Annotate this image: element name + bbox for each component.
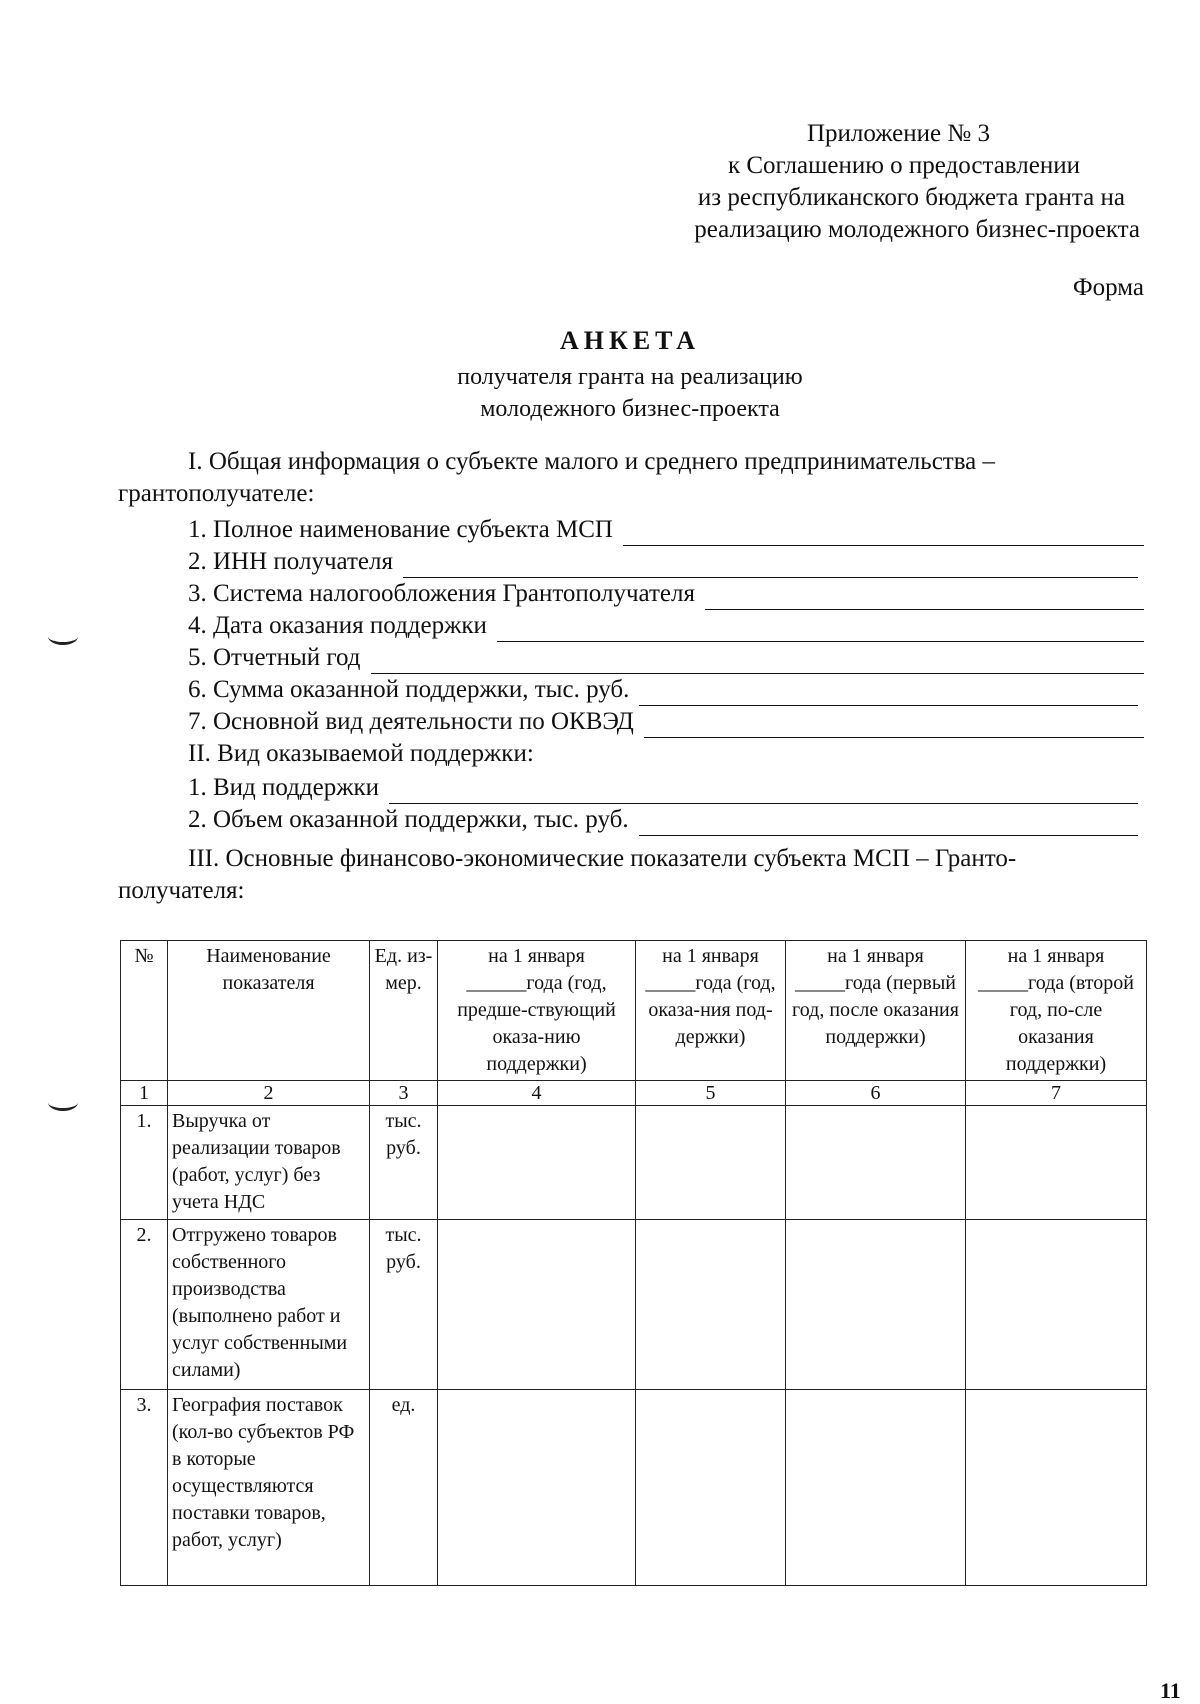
- section1-heading-line: I. Общая информация о субъекте малого и среднего предпринимательства –: [188, 448, 996, 475]
- section3-heading: [118, 843, 1144, 907]
- field-support-volume: [188, 804, 1138, 836]
- subtitle-line: молодежного бизнес-проекта: [480, 396, 780, 422]
- row-number: 2.: [121, 1220, 168, 1390]
- field-tax-system: [188, 578, 1144, 610]
- appendix-line: к Соглашению о предоставлении: [727, 152, 1080, 179]
- indicator-unit: ед.: [370, 1390, 438, 1586]
- value-cell[interactable]: [438, 1106, 636, 1220]
- row-number: 1.: [121, 1106, 168, 1220]
- punch-mark: [48, 628, 78, 645]
- value-cell[interactable]: [786, 1390, 966, 1586]
- value-cell[interactable]: [438, 1220, 636, 1390]
- field-support-type: [188, 772, 1138, 804]
- value-cell[interactable]: [786, 1106, 966, 1220]
- form-label: Форма: [1072, 274, 1144, 301]
- field-inn: [188, 546, 1138, 578]
- column-number: 6: [786, 1081, 966, 1106]
- field-label: 5. Отчетный год: [188, 644, 361, 671]
- table-header-cell: на 1 января _____года (первый год, после оказания поддержки): [786, 941, 966, 1081]
- indicator-unit: тыс. руб.: [370, 1220, 438, 1390]
- fill-in-line[interactable]: [389, 779, 1138, 804]
- table-header-row: [121, 941, 1147, 1081]
- indicator-name: Отгружено товаров собственного производства (выполнено работ и услуг собственными силами): [168, 1220, 370, 1390]
- table-header-cell: Ед. из-мер.: [370, 941, 438, 1081]
- fill-in-line[interactable]: [371, 649, 1144, 674]
- section1-heading: [118, 446, 1144, 510]
- indicator-name: География поставок (кол-во субъектов РФ в которые осуществляются поставки товаров, работ, услуг): [168, 1390, 370, 1586]
- column-number: 7: [966, 1081, 1147, 1106]
- field-full-name: [188, 514, 1144, 546]
- field-label: 4. Дата оказания поддержки: [188, 612, 487, 639]
- row-number: 3.: [121, 1390, 168, 1586]
- section1-heading-line: грантополучателе:: [118, 480, 315, 507]
- subtitle-line: получателя гранта на реализацию: [457, 364, 803, 390]
- value-cell[interactable]: [438, 1390, 636, 1586]
- column-number: 2: [168, 1081, 370, 1106]
- field-label: 2. ИНН получателя: [188, 548, 393, 575]
- appendix-line: реализацию молодежного бизнес-проекта: [694, 216, 1140, 243]
- section3-heading-line: III. Основные финансово-экономические показатели субъекта МСП – Гранто-: [188, 845, 1017, 872]
- table-header-cell: на 1 января _____года (второй год, по-сле оказания поддержки): [966, 941, 1147, 1081]
- section2-heading: II. Вид оказываемой поддержки:: [188, 740, 534, 767]
- appendix-line: Приложение № 3: [806, 120, 990, 147]
- fill-in-line[interactable]: [639, 681, 1138, 706]
- column-number: 3: [370, 1081, 438, 1106]
- field-report-year: [188, 642, 1144, 674]
- field-label: 6. Сумма оказанной поддержки, тыс. руб.: [188, 676, 630, 703]
- table-column-number-row: [121, 1081, 1147, 1106]
- fill-in-line[interactable]: [497, 617, 1144, 642]
- fill-in-line[interactable]: [705, 585, 1144, 610]
- value-cell[interactable]: [636, 1106, 786, 1220]
- table-row: [121, 1390, 1147, 1586]
- value-cell[interactable]: [966, 1390, 1147, 1586]
- value-cell[interactable]: [966, 1106, 1147, 1220]
- field-support-amount: [188, 674, 1138, 706]
- appendix-reference: [560, 118, 1140, 246]
- field-label: 1. Полное наименование субъекта МСП: [188, 516, 613, 543]
- punch-mark: [48, 1094, 78, 1111]
- field-support-date: [188, 610, 1144, 642]
- value-cell[interactable]: [636, 1390, 786, 1586]
- column-number: 5: [636, 1081, 786, 1106]
- table-row: [121, 1220, 1147, 1390]
- fill-in-line[interactable]: [644, 713, 1144, 738]
- field-label: 7. Основной вид деятельности по ОКВЭД: [188, 708, 634, 735]
- appendix-line: из республиканского бюджета гранта на: [697, 184, 1125, 211]
- table-header-cell: №: [121, 941, 168, 1081]
- fill-in-line[interactable]: [623, 521, 1144, 546]
- field-label: 2. Объем оказанной поддержки, тыс. руб.: [188, 806, 629, 833]
- value-cell[interactable]: [636, 1220, 786, 1390]
- field-label: 1. Вид поддержки: [188, 774, 380, 801]
- fill-in-line[interactable]: [639, 811, 1138, 836]
- page-title: АНКЕТА: [559, 326, 701, 355]
- table-header-cell: Наименование показателя: [168, 941, 370, 1081]
- column-number: 1: [121, 1081, 168, 1106]
- field-label: 3. Система налогообложения Грантополучателя: [188, 580, 695, 607]
- section3-heading-line: получателя:: [118, 877, 245, 904]
- page-number: 11: [1160, 1678, 1181, 1703]
- column-number: 4: [438, 1081, 636, 1106]
- table-header-cell: на 1 января _____года (год, оказа-ния под-держки): [636, 941, 786, 1081]
- value-cell[interactable]: [786, 1220, 966, 1390]
- table-header-cell: на 1 января ______года (год, предше-ствующий оказа-нию поддержки): [438, 941, 636, 1081]
- field-okved: [188, 706, 1144, 738]
- value-cell[interactable]: [966, 1220, 1147, 1390]
- fill-in-line[interactable]: [403, 553, 1138, 578]
- table-row: [121, 1106, 1147, 1220]
- page-subtitle: [0, 361, 1200, 425]
- indicators-table: [120, 940, 1147, 1586]
- indicator-name: Выручка от реализации товаров (работ, услуг) без учета НДС: [168, 1106, 370, 1220]
- indicator-unit: тыс. руб.: [370, 1106, 438, 1220]
